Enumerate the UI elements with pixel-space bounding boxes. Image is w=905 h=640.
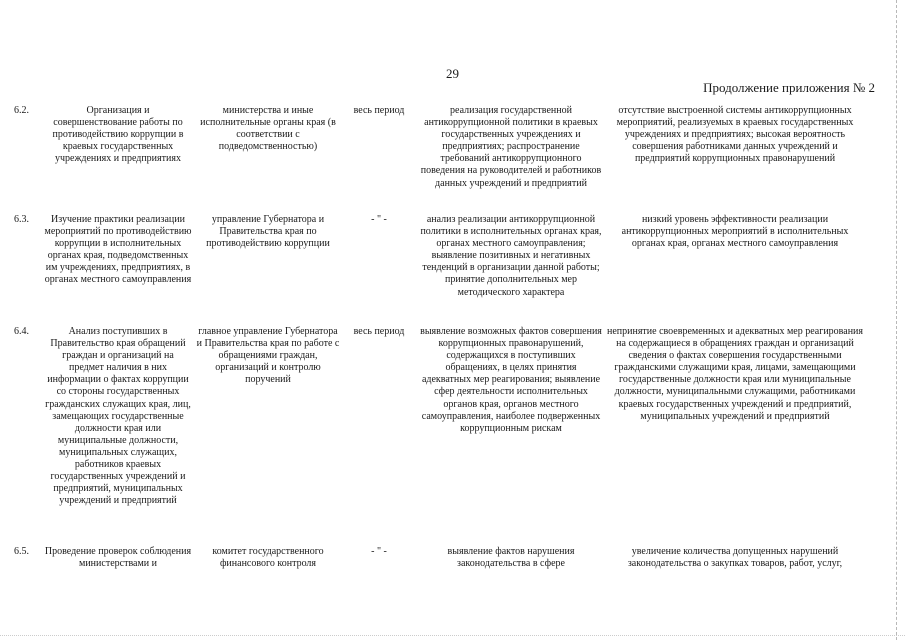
risk-cell: низкий уровень эффективности реализации антикоррупционных мероприятий в исполнительных органах края, органах местного самоуправления [621, 214, 849, 250]
term-cell: - " - [371, 546, 387, 557]
responsible-cell: главное управление Губернатора и Правительства края по работе с обращениями граждан, организаций и контролю поручений [196, 326, 340, 386]
result-cell: анализ реализации антикоррупционной политики в исполнительных органах края, органах местного самоуправления; выявление позитивных и негативных тенденций в организации данной работы; принятие дополнительных мер методического характера [420, 214, 602, 298]
risk-cell: непринятие своевременных и адекватных мер реагирования на содержащиеся в обращениях граждан и организаций сведения о фактах совершения государственными гражданскими служащими края, лицами, замещающими государственные должности края или муниципальные должности, муниципальными служащими, работниками краевых государственных учреждений и предприятий, муниципальных учреждений и предприятий [606, 326, 864, 422]
page-edge-line [896, 0, 897, 640]
term-cell: - " - [371, 214, 387, 225]
scan-edge-line [0, 635, 905, 636]
responsible-cell: министерства и иные исполнительные органы края (в соответствии с подведомственностью) [200, 105, 336, 153]
result-cell: реализация государственной антикоррупционной политики в краевых государственных учреждениях и предприятиях; распространение требований антикоррупционного поведения на руководителей и работников данных учреждений и предприятий [420, 105, 602, 189]
result-cell: выявление фактов нарушения законодательства в сфере [447, 546, 575, 570]
row-number: 6.4. [14, 326, 29, 337]
continuation-header: Продолжение приложения № 2 [703, 80, 875, 95]
row-number: 6.3. [14, 214, 29, 225]
event-cell: Организация и совершенствование работы по противодействию коррупции в краевых государственных учреждениях и предприятиях [52, 105, 184, 165]
term-cell: весь период [353, 105, 405, 116]
row-number: 6.2. [14, 105, 29, 116]
responsible-cell: управление Губернатора и Правительства края по противодействию коррупции [206, 214, 330, 250]
risk-cell: увеличение количества допущенных нарушений законодательства о закупках товаров, работ, услуг, [627, 546, 843, 570]
event-cell: Проведение проверок соблюдения министерствами и [44, 546, 192, 570]
event-cell: Изучение практики реализации мероприятий по противодействию коррупции в исполнительных органах края, подведомственных им учреждениях, предприятиях, в органах местного самоуправления [44, 214, 192, 286]
result-cell: выявление возможных фактов совершения коррупционных правонарушений, содержащихся в поступивших обращениях, в целях принятия адекватных мер реагирования; выявление сфер деятельности исполнительных органов края, органов местного самоуправления, наиболее подверженных коррупционным рискам [420, 326, 602, 434]
risk-cell: отсутствие выстроенной системы антикоррупционных мероприятий, реализуемых в краевых государственных учреждениях и предприятиях; высокая вероятность совершения работниками данных учреждений и предприятий коррупционных правонарушений [616, 105, 854, 165]
page-number: 29 [446, 66, 459, 81]
row-number: 6.5. [14, 546, 29, 557]
event-cell: Анализ поступивших в Правительство края обращений граждан и организаций на предмет наличия в них информации о фактах коррупции со стороны государственных гражданских служащих края, лиц, замещающих государственные должности края или муниципальные должности, муниципальных служащих, работников краевых государственных учреждений и предприятий, муниципальных учреждений и предприятий [45, 326, 191, 507]
responsible-cell: комитет государственного финансового контроля [212, 546, 324, 570]
term-cell: весь период [353, 326, 405, 337]
